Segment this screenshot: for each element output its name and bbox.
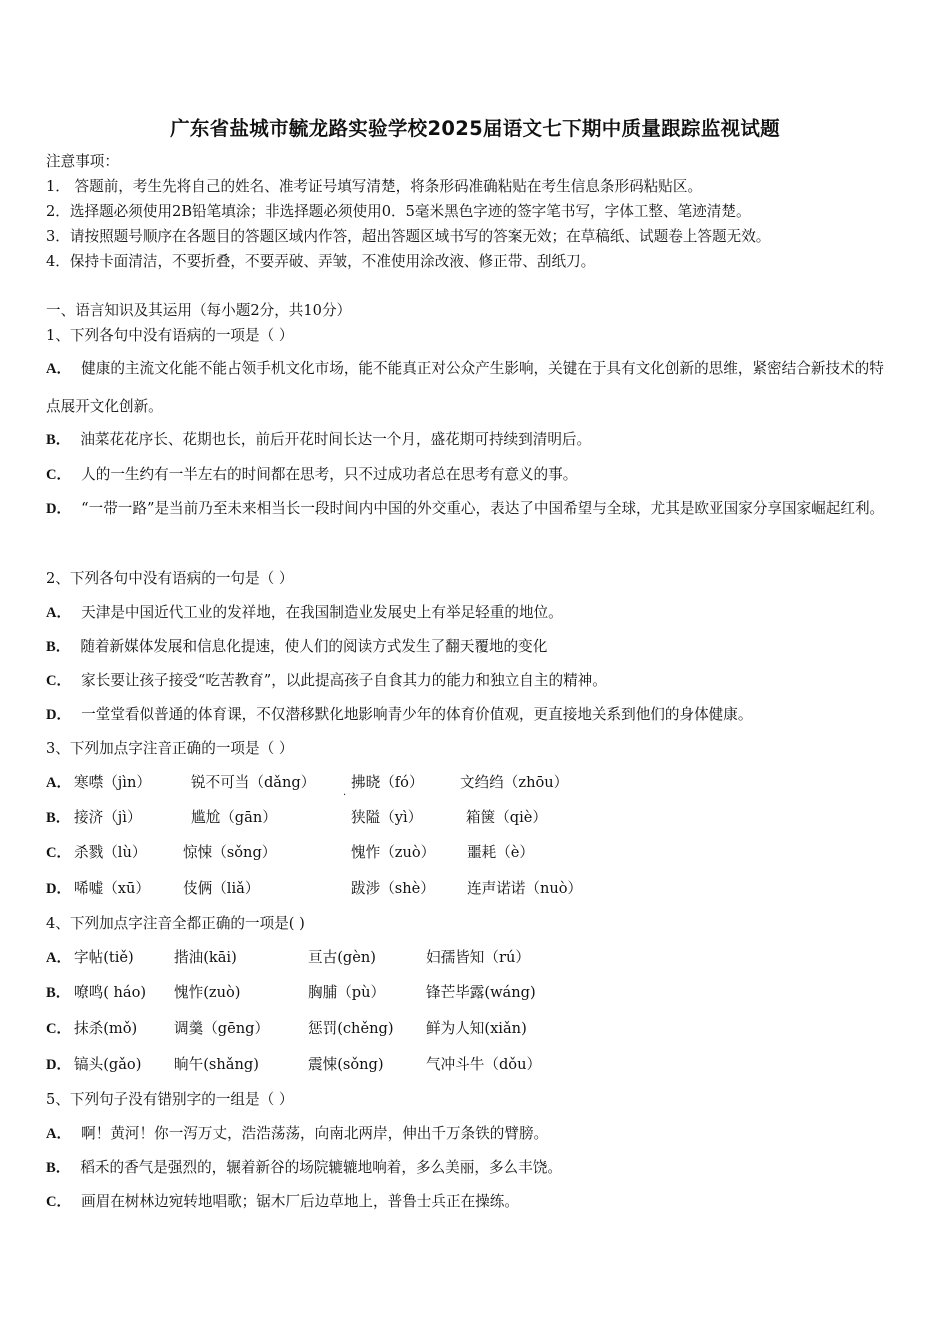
- pinyin-item: 伎俩（liǎ）: [183, 880, 260, 897]
- option-label: B．: [46, 432, 71, 448]
- option-label: D．: [46, 501, 72, 517]
- pinyin-item: 拂晓（fó）: [351, 774, 424, 791]
- option-c: [46, 465, 577, 485]
- option-text: 天津是中国近代工业的发祥地，在我国制造业发展史上有举足轻重的地位。: [81, 604, 563, 621]
- pinyin-item: 连声诺诺（nuò）: [467, 880, 583, 897]
- option-label: D．: [46, 881, 72, 897]
- option-label: C．: [46, 1021, 72, 1037]
- option-label: A．: [46, 361, 72, 377]
- option-b: [46, 1158, 562, 1178]
- pinyin-item: 跋涉（shè）: [351, 880, 435, 897]
- pinyin-item: 鲜为人知(xiǎn): [426, 1020, 527, 1037]
- option-label: A．: [46, 1126, 72, 1142]
- option-d: [46, 490, 898, 528]
- pinyin-item: 调羹（gēng）: [174, 1020, 270, 1037]
- option-text: 健康的主流文化能不能占领手机文化市场，能不能真正对公众产生影响，关键在于具有文化创新的思维，紧密结合新技术的特点展开文化创新。: [46, 360, 884, 415]
- option-label: A．: [46, 605, 72, 621]
- option-label: C．: [46, 845, 72, 861]
- option-label: C．: [46, 467, 72, 483]
- option-label: D．: [46, 1057, 72, 1073]
- pinyin-item: 杀戮（lù）: [74, 844, 147, 861]
- notice-heading: 注意事项：: [46, 153, 119, 170]
- option-text: 家长要让孩子接受“吃苦教育”，以此提高孩子自食其力的能力和独立自主的精神。: [81, 672, 607, 689]
- pinyin-item: 唏嘘（xū）: [74, 880, 151, 897]
- pinyin-item: 胸脯（pù）: [308, 984, 386, 1001]
- notice-item: 3．请按照题号顺序在各题目的答题区域内作答，超出答题区域书写的答案无效；在草稿纸、试题卷上答题无效。: [46, 228, 771, 245]
- option-text: 人的一生约有一半左右的时间都在思考，只不过成功者总在思考有意义的事。: [81, 466, 578, 483]
- pinyin-item: 震悚(sǒng): [308, 1056, 384, 1073]
- question-stem: 5、下列句子没有错别字的一组是（ ）: [46, 1091, 294, 1108]
- option-text: “一带一路”是当前乃至未来相当长一段时间内中国的外交重心，表达了中国希望与全球，尤其是欧亚国家分享国家崛起红利。: [81, 500, 885, 517]
- option-text: 画眉在树林边宛转地唱歌；锯木厂后边草地上，普鲁士兵正在操练。: [81, 1193, 519, 1210]
- option-label: A．: [46, 950, 72, 966]
- option-a: [46, 603, 563, 623]
- option-d: [46, 705, 752, 725]
- option-label: C．: [46, 1194, 72, 1210]
- option-a: [46, 1124, 548, 1144]
- option-b: [46, 637, 547, 657]
- pinyin-item: 惊悚（sǒng）: [183, 844, 277, 861]
- pinyin-item: 文绉绉（zhōu）: [460, 774, 569, 791]
- pinyin-item: 噩耗（è）: [467, 844, 535, 861]
- pinyin-item: 妇孺皆知（rú）: [426, 949, 530, 966]
- pinyin-item: 亘古(gèn): [308, 949, 376, 966]
- option-label: B．: [46, 1160, 71, 1176]
- pinyin-item: 字帖(tiě): [74, 949, 134, 966]
- option-text: 啊！黄河！你一泻万丈，浩浩荡荡，向南北两岸，伸出千万条铁的臂膀。: [81, 1125, 549, 1142]
- pinyin-item: 寒噤（jìn）: [74, 774, 151, 791]
- pinyin-item: 揩油(kāi): [174, 949, 237, 966]
- pinyin-item: 愧怍(zuò): [174, 984, 241, 1001]
- option-text: 一堂堂看似普通的体育课，不仅潜移默化地影响青少年的体育价值观，更直接地关系到他们的身体健康。: [81, 706, 753, 723]
- pinyin-item: 箱箧（qiè）: [466, 809, 548, 826]
- option-label: A．: [46, 775, 72, 791]
- option-label: B．: [46, 985, 71, 1001]
- option-a: [46, 350, 898, 425]
- emphasis-dot: ·: [343, 790, 347, 801]
- question-stem: 1、下列各句中没有语病的一项是（ ）: [46, 327, 294, 344]
- option-label: D．: [46, 707, 72, 723]
- pinyin-item: 锋芒毕露(wáng): [426, 984, 536, 1001]
- pinyin-item: 气冲斗牛（dǒu）: [426, 1056, 542, 1073]
- pinyin-item: 嘹鸣( háo): [74, 984, 147, 1001]
- pinyin-item: 愧怍（zuò）: [351, 844, 436, 861]
- notice-item: 2．选择题必须使用2B铅笔填涂；非选择题必须使用0．5毫米黑色字迹的签字笔书写，字体工整、笔迹清楚。: [46, 203, 751, 220]
- option-c: [46, 671, 607, 691]
- pinyin-item: 尴尬（gān）: [191, 809, 277, 826]
- pinyin-item: 晌午(shǎng): [174, 1056, 259, 1073]
- option-text: 稻禾的香气是强烈的，辗着新谷的场院辘辘地响着，多么美丽，多么丰饶。: [80, 1159, 562, 1176]
- option-label: B．: [46, 810, 71, 826]
- notice-item: 4．保持卡面清洁，不要折叠，不要弄破、弄皱，不准使用涂改液、修正带、刮纸刀。: [46, 253, 596, 270]
- pinyin-item: 接济（jì）: [74, 809, 142, 826]
- page-title: 广东省盐城市毓龙路实验学校2025届语文七下期中质量跟踪监视试题: [170, 117, 780, 140]
- pinyin-item: 锐不可当（dǎng）: [191, 774, 316, 791]
- option-b: [46, 430, 591, 450]
- option-text: 随着新媒体发展和信息化提速，使人们的阅读方式发生了翻天覆地的变化: [80, 638, 548, 655]
- section-heading: 一、语言知识及其运用（每小题2分，共10分）: [46, 302, 352, 319]
- pinyin-item: 狭隘（yì）: [351, 809, 423, 826]
- question-stem: 4、下列加点字注音全都正确的一项是( ): [46, 915, 305, 932]
- option-c: [46, 1192, 519, 1212]
- pinyin-item: 镐头(gǎo): [74, 1056, 142, 1073]
- option-label: B．: [46, 639, 71, 655]
- question-stem: 3、下列加点字注音正确的一项是（ ）: [46, 740, 294, 757]
- pinyin-item: 惩罚(chěng): [308, 1020, 394, 1037]
- option-label: C．: [46, 673, 72, 689]
- pinyin-item: 抹杀(mǒ): [74, 1020, 138, 1037]
- option-text: 油菜花花序长、花期也长，前后开花时间长达一个月，盛花期可持续到清明后。: [80, 431, 592, 448]
- question-stem: 2、下列各句中没有语病的一句是（ ）: [46, 570, 294, 587]
- notice-item: 1． 答题前，考生先将自己的姓名、准考证号填写清楚，将条形码准确粘贴在考生信息条形码粘贴区。: [46, 178, 703, 195]
